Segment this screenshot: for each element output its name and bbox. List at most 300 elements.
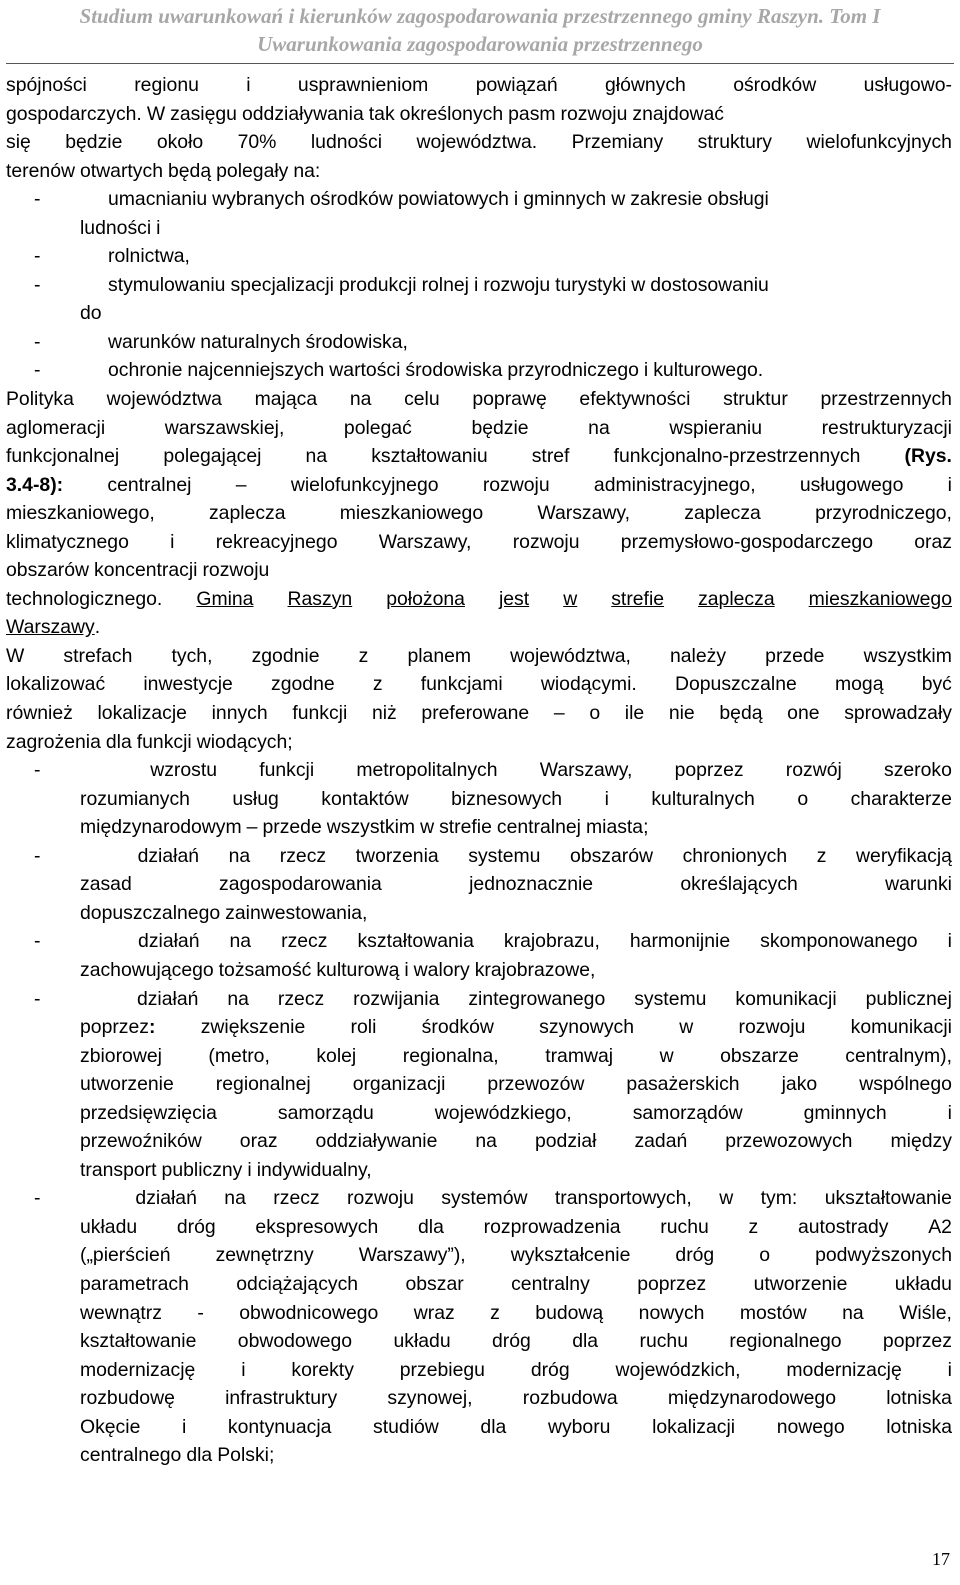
- text-word: międzynarodowym: [80, 816, 242, 839]
- text-line: [6, 385, 952, 414]
- text-word: obwodowego: [237, 1330, 353, 1353]
- text-word: środowiska: [405, 359, 503, 382]
- text-word: działań: [137, 844, 200, 867]
- text-word: wojewódzkiego,: [434, 1101, 572, 1124]
- text-word: Gmina: [196, 587, 254, 610]
- text-word: będą: [719, 702, 763, 725]
- text-word: dróg: [530, 1358, 570, 1381]
- text-word: W: [146, 102, 166, 125]
- text-word: centralnej: [107, 473, 192, 496]
- text-word: centralnym),: [845, 1044, 952, 1067]
- text-word: modernizację: [80, 1358, 196, 1381]
- text-word: organizacji: [352, 1073, 446, 1096]
- text-word: na: [588, 416, 610, 439]
- bullet-line: [6, 185, 952, 214]
- bullet-line: [6, 1184, 952, 1213]
- text-word: poprzez: [882, 1330, 952, 1353]
- bullet-dash: -: [34, 188, 41, 211]
- text-segment: [80, 1013, 155, 1042]
- text-word: walory: [413, 958, 470, 981]
- text-word: gminnych: [523, 188, 607, 211]
- text-word: struktury: [697, 131, 772, 154]
- text-word: mostów: [739, 1301, 807, 1324]
- text-word: obwodnicowego: [239, 1301, 379, 1324]
- text-word: w: [563, 587, 578, 610]
- text-word: środków: [421, 1016, 494, 1039]
- text-word: regionalna,: [402, 1044, 499, 1067]
- text-word: gminnych: [803, 1101, 887, 1124]
- bullet-line: [6, 242, 952, 271]
- text-word: transportowych,: [554, 1187, 692, 1210]
- text-word: oraz: [914, 530, 952, 553]
- text-word: województwa.: [416, 131, 538, 154]
- text-word: biznesowych: [451, 787, 563, 810]
- text-word: stymulowaniu: [108, 273, 226, 296]
- text-word: szynowej,: [387, 1387, 473, 1410]
- text-line: [6, 699, 952, 728]
- text-word: strefach: [63, 644, 133, 667]
- text-word: rzecz: [277, 987, 325, 1010]
- text-word: –: [246, 816, 258, 839]
- text-line: [6, 1270, 952, 1299]
- text-word: („pierścień: [80, 1244, 171, 1267]
- text-word: zwiększenie: [200, 1016, 306, 1039]
- text-word: weryfikacją: [856, 844, 952, 867]
- text-word: około: [156, 131, 204, 154]
- text-word: publicznej: [865, 987, 952, 1010]
- text-line: [6, 157, 952, 186]
- text-word: usługowego: [799, 473, 904, 496]
- text-word: (Rys.: [904, 445, 952, 468]
- text-line: [6, 556, 952, 585]
- bullet-line: [6, 927, 952, 956]
- text-word: systemu: [634, 987, 707, 1010]
- text-word: Warszawy,: [539, 759, 633, 782]
- bullet-dash: -: [34, 987, 41, 1010]
- text-word: rzecz: [279, 844, 327, 867]
- text-word: działań: [138, 930, 200, 953]
- text-word: oddziaływania: [241, 102, 364, 125]
- text-word: województwa: [106, 388, 222, 411]
- text-word: wszystkim: [326, 816, 416, 839]
- text-word: usprawnieniom: [297, 74, 429, 96]
- text-word: szynowych: [539, 1016, 634, 1039]
- text-word: obszarów: [570, 844, 654, 867]
- text-word: centralnej: [496, 816, 581, 839]
- text-word: nowego: [776, 1415, 845, 1438]
- text-word: roli: [350, 1016, 377, 1039]
- header-rule: [6, 63, 954, 64]
- text-word: miasta;: [585, 816, 649, 839]
- text-word: zakresie: [630, 188, 703, 211]
- text-word: administracyjnego,: [593, 473, 756, 496]
- text-word: oddziaływanie: [315, 1130, 438, 1153]
- bullet-line: [6, 271, 952, 300]
- bullet-dash: -: [34, 359, 41, 382]
- text-word: działań: [136, 987, 199, 1010]
- text-word: zagospodarowania: [219, 873, 382, 896]
- text-word: jako: [781, 1073, 818, 1096]
- bullet-dash: -: [34, 1187, 41, 1210]
- text-word: w: [679, 1016, 694, 1039]
- text-word: przebiegu: [399, 1358, 485, 1381]
- text-word: przede: [262, 816, 322, 839]
- text-word: stref: [531, 445, 570, 468]
- text-word: powiatowych: [397, 188, 509, 211]
- text-word: obszar: [405, 1272, 464, 1295]
- text-line: [6, 956, 952, 985]
- text-word: Raszyn: [287, 587, 353, 610]
- text-word: transport: [80, 1158, 157, 1181]
- text-word: i: [247, 1158, 252, 1181]
- text-word: mająca: [254, 388, 318, 411]
- text-word: rolnictwa,: [108, 245, 190, 268]
- text-word: 3.4-8):: [6, 473, 64, 496]
- text-word: rozwoju: [483, 273, 551, 296]
- text-word: samorządów: [632, 1101, 743, 1124]
- text-word: –: [553, 702, 565, 725]
- text-word: rozwoju: [738, 1016, 806, 1039]
- text-line: [6, 1241, 952, 1270]
- text-word: modernizację: [786, 1358, 902, 1381]
- text-word: ośrodków: [733, 74, 817, 96]
- text-word: centralny: [511, 1272, 590, 1295]
- bullet-dash: -: [34, 330, 41, 353]
- text-word: tych,: [171, 644, 213, 667]
- text-word: i: [947, 1358, 952, 1381]
- text-word: dróg: [176, 1215, 216, 1238]
- bullet-dash: -: [34, 245, 41, 268]
- text-word: rozwijania: [353, 987, 440, 1010]
- text-word: zasad: [80, 873, 132, 896]
- text-word: województwa,: [510, 644, 631, 667]
- text-word: kontaktów: [321, 787, 409, 810]
- text-word: oraz: [239, 1130, 278, 1153]
- text-line: [6, 499, 952, 528]
- text-word: nie: [668, 702, 695, 725]
- text-line: [6, 414, 952, 443]
- text-word: najcenniejszych: [187, 359, 325, 382]
- text-word: jest: [498, 587, 530, 610]
- text-word: zewnętrzny: [215, 1244, 314, 1267]
- text-word: klimatycznego: [6, 530, 129, 553]
- text-word: przewozowych: [725, 1130, 853, 1153]
- text-word: rozwój: [785, 759, 842, 782]
- text-word: przede: [765, 644, 825, 667]
- text-word: zagrożenia: [6, 730, 101, 753]
- text-word: układu: [894, 1272, 952, 1295]
- text-word: i: [947, 1101, 952, 1124]
- text-word: spójności: [6, 74, 87, 96]
- text-word: i: [643, 359, 649, 382]
- text-word: metropolitalnych: [356, 759, 498, 782]
- text-word: otwartych: [80, 159, 163, 182]
- text-word: celu: [404, 388, 440, 411]
- text-word: obszarów: [6, 559, 89, 582]
- text-word: strefie: [439, 816, 492, 839]
- text-word: mieszkaniowego,: [6, 502, 155, 525]
- text-word: w: [420, 816, 435, 839]
- text-word: naturalnych: [200, 330, 301, 353]
- text-word: -: [197, 1301, 204, 1324]
- text-line: [6, 1413, 952, 1442]
- text-word: niż: [371, 702, 397, 725]
- bullet-line: [6, 842, 952, 871]
- text-word: –: [235, 473, 247, 496]
- text-word: i: [474, 273, 479, 296]
- text-word: również: [6, 702, 73, 725]
- text-line: [6, 1013, 952, 1042]
- text-word: polegać: [343, 416, 412, 439]
- text-word: rolnej: [421, 273, 469, 296]
- text-word: na:: [293, 159, 321, 182]
- text-word: Warszawy”),: [358, 1244, 466, 1267]
- bullet-dash: -: [34, 273, 41, 296]
- text-word: 70%: [237, 131, 277, 154]
- text-line: [6, 1356, 952, 1385]
- text-word: dla: [572, 1330, 599, 1353]
- text-word: Polski;: [217, 1444, 275, 1467]
- text-word: kształtowaniu: [371, 445, 488, 468]
- text-word: (metro,: [208, 1044, 270, 1067]
- text-word: ruchu: [660, 1215, 709, 1238]
- text-word: systemu: [468, 844, 541, 867]
- text-word: polegającej: [163, 445, 262, 468]
- text-line: [6, 71, 952, 100]
- text-word: zgodnie: [251, 644, 320, 667]
- text-word: pasm: [508, 102, 556, 125]
- text-word: będzie: [65, 131, 123, 154]
- text-line: [6, 670, 952, 699]
- text-word: krajobrazowe,: [474, 958, 596, 981]
- text-word: lokalizować: [6, 673, 106, 696]
- text-word: studiów: [373, 1415, 439, 1438]
- text-word: aglomeracji: [6, 416, 106, 439]
- text-word: w: [719, 1187, 734, 1210]
- text-word: i: [947, 930, 952, 953]
- text-word: tożsamość: [218, 958, 312, 981]
- text-word: preferowane: [421, 702, 530, 725]
- text-line: [6, 442, 952, 471]
- text-word: struktur: [723, 388, 788, 411]
- text-word: Warszawy,: [378, 530, 472, 553]
- text-word: zaplecza: [208, 502, 286, 525]
- bullet-line: [6, 328, 952, 357]
- text-word: na: [227, 987, 249, 1010]
- text-word: rzecz: [273, 1187, 320, 1210]
- text-word: Okęcie: [80, 1415, 141, 1438]
- text-word: określających: [680, 873, 798, 896]
- text-word: utworzenie: [80, 1073, 174, 1096]
- text-line: [6, 613, 952, 642]
- text-word: warunków: [108, 330, 196, 353]
- text-word: regionalnej: [215, 1073, 311, 1096]
- text-word: rozumianych: [80, 787, 190, 810]
- text-word: dostosowaniu: [650, 273, 769, 296]
- text-word: zachowującego: [80, 958, 214, 981]
- text-word: dróg: [492, 1330, 531, 1353]
- page-number: 17: [932, 1549, 950, 1569]
- bullet-dash: -: [34, 759, 41, 782]
- text-word: tramwaj: [545, 1044, 614, 1067]
- text-word: planem: [407, 644, 472, 667]
- text-word: poprzez: [80, 1016, 149, 1039]
- text-word: funkcjami: [420, 673, 503, 696]
- text-word: rozbudowę: [80, 1387, 175, 1410]
- text-word: funkcji: [292, 702, 348, 725]
- text-word: zaplecza: [684, 502, 761, 525]
- text-word: jednoznacznie: [469, 873, 594, 896]
- text-word: układu: [393, 1330, 451, 1353]
- text-word: z: [358, 644, 369, 667]
- bullet-line: [6, 356, 952, 385]
- text-word: w: [611, 188, 626, 211]
- text-word: i: [604, 787, 609, 810]
- text-word: restrukturyzacji: [821, 416, 952, 439]
- text-word: systemów: [441, 1187, 528, 1210]
- text-line: [6, 1070, 952, 1099]
- text-line: [6, 785, 952, 814]
- bullet-dash: -: [34, 930, 41, 953]
- text-word: technologicznego.: [6, 587, 163, 610]
- text-word: przewozów: [487, 1073, 585, 1096]
- text-word: funkcjonalnej: [6, 445, 120, 468]
- text-word: przyrodniczego,: [815, 502, 952, 525]
- text-word: dla: [186, 1444, 213, 1467]
- text-word: i: [156, 216, 161, 239]
- text-word: warszawskiej,: [164, 416, 285, 439]
- text-line: [6, 1384, 952, 1413]
- text-line: [6, 813, 952, 842]
- text-word: koncentracji: [94, 559, 198, 582]
- text-word: przemysłowo-gospodarczego: [620, 530, 873, 553]
- text-word: komunikacji: [850, 1016, 952, 1039]
- text-word: zgodne: [271, 673, 335, 696]
- text-word: tak: [368, 102, 395, 125]
- document-body: [6, 71, 952, 1470]
- text-word: umacnianiu: [108, 188, 208, 211]
- text-line: [6, 1441, 952, 1470]
- text-word: położona: [386, 587, 465, 610]
- text-word: charakterze: [850, 787, 952, 810]
- text-word: wojewódzkich,: [615, 1358, 741, 1381]
- text-word: one: [787, 702, 820, 725]
- text-word: wykształcenie: [510, 1244, 631, 1267]
- text-word: terenów: [6, 159, 75, 182]
- text-word: chronionych: [682, 844, 788, 867]
- text-word: wewnątrz: [80, 1301, 162, 1324]
- text-word: infrastruktury: [225, 1387, 338, 1410]
- text-line: [6, 214, 952, 243]
- text-word: komunikacji: [735, 987, 837, 1010]
- text-word: międzynarodowego: [667, 1387, 836, 1410]
- text-word: przewoźników: [80, 1130, 202, 1153]
- text-line: [6, 1327, 952, 1356]
- text-word: ruchu: [639, 1330, 688, 1353]
- text-word: środowiska,: [305, 330, 408, 353]
- text-word: A2: [928, 1215, 952, 1238]
- text-word: lokalizacje: [97, 702, 187, 725]
- text-line: [6, 128, 952, 157]
- text-word: na: [224, 1187, 246, 1210]
- text-line: [6, 1042, 952, 1071]
- text-word: poprzez: [674, 759, 744, 782]
- text-word: rozwoju: [202, 559, 270, 582]
- text-word: ochronie: [108, 359, 183, 382]
- text-word: odciążających: [236, 1272, 359, 1295]
- text-word: specjalizacji: [230, 273, 334, 296]
- text-word: mieszkaniowego: [339, 502, 484, 525]
- text-word: i: [947, 473, 952, 496]
- text-word: będą: [167, 159, 212, 182]
- text-word: układu: [80, 1215, 138, 1238]
- text-word: i: [246, 74, 251, 96]
- text-line: [6, 870, 952, 899]
- text-word: wiodących;: [196, 730, 293, 753]
- text-word: zaplecza: [698, 587, 775, 610]
- text-word: budową: [535, 1301, 604, 1324]
- text-word: produkcji: [338, 273, 417, 296]
- text-word: wybranych: [212, 188, 305, 211]
- text-word: parametrach: [80, 1272, 189, 1295]
- text-word: kształtowanie: [80, 1330, 197, 1353]
- text-word: harmonijnie: [629, 930, 731, 953]
- text-word: zadań: [634, 1130, 688, 1153]
- text-word: krajobrazu,: [503, 930, 600, 953]
- text-word: strefie: [611, 587, 665, 610]
- text-word: należy: [669, 644, 727, 667]
- text-word: samorządu: [277, 1101, 374, 1124]
- text-word: dla: [480, 1415, 507, 1438]
- text-word: być: [921, 673, 952, 696]
- text-word: wyboru: [547, 1415, 611, 1438]
- text-word: obszarze: [720, 1044, 799, 1067]
- bullet-dash: -: [34, 844, 41, 867]
- text-segment: .: [94, 616, 101, 639]
- text-word: na: [475, 1130, 497, 1153]
- running-header-line-2: Uwarunkowania zagospodarowania przestrzennego: [257, 32, 703, 56]
- text-word: wraz: [413, 1301, 455, 1324]
- text-word: i: [513, 188, 519, 211]
- text-word: zbiorowej: [80, 1044, 162, 1067]
- text-word: o: [589, 702, 601, 725]
- text-word: Wiśle,: [899, 1301, 952, 1324]
- text-word: skomponowanego: [760, 930, 918, 953]
- text-word: między: [890, 1130, 952, 1153]
- text-word: Przemiany: [571, 131, 664, 154]
- text-word: rozwoju: [482, 473, 550, 496]
- text-word: dla: [105, 730, 132, 753]
- text-word: wspólnego: [859, 1073, 952, 1096]
- text-word: ludności: [310, 131, 383, 154]
- text-line: [6, 299, 952, 328]
- text-word: na: [305, 445, 328, 468]
- text-word: mieszkaniowego: [808, 587, 952, 610]
- text-word: szeroko: [884, 759, 952, 782]
- text-word: przestrzennych: [820, 388, 952, 411]
- text-word: poprzez: [637, 1272, 707, 1295]
- text-word: z: [372, 673, 383, 696]
- text-word: dla: [418, 1215, 444, 1238]
- text-word: funkcji: [136, 730, 192, 753]
- text-word: korekty: [291, 1358, 354, 1381]
- text-word: ukształtowanie: [824, 1187, 952, 1210]
- text-word: o: [759, 1244, 771, 1267]
- text-word: Polityka: [6, 388, 74, 411]
- text-line: [6, 899, 952, 928]
- text-word: przedsięwzięcia: [80, 1101, 217, 1124]
- text-word: zasięgu: [170, 102, 237, 125]
